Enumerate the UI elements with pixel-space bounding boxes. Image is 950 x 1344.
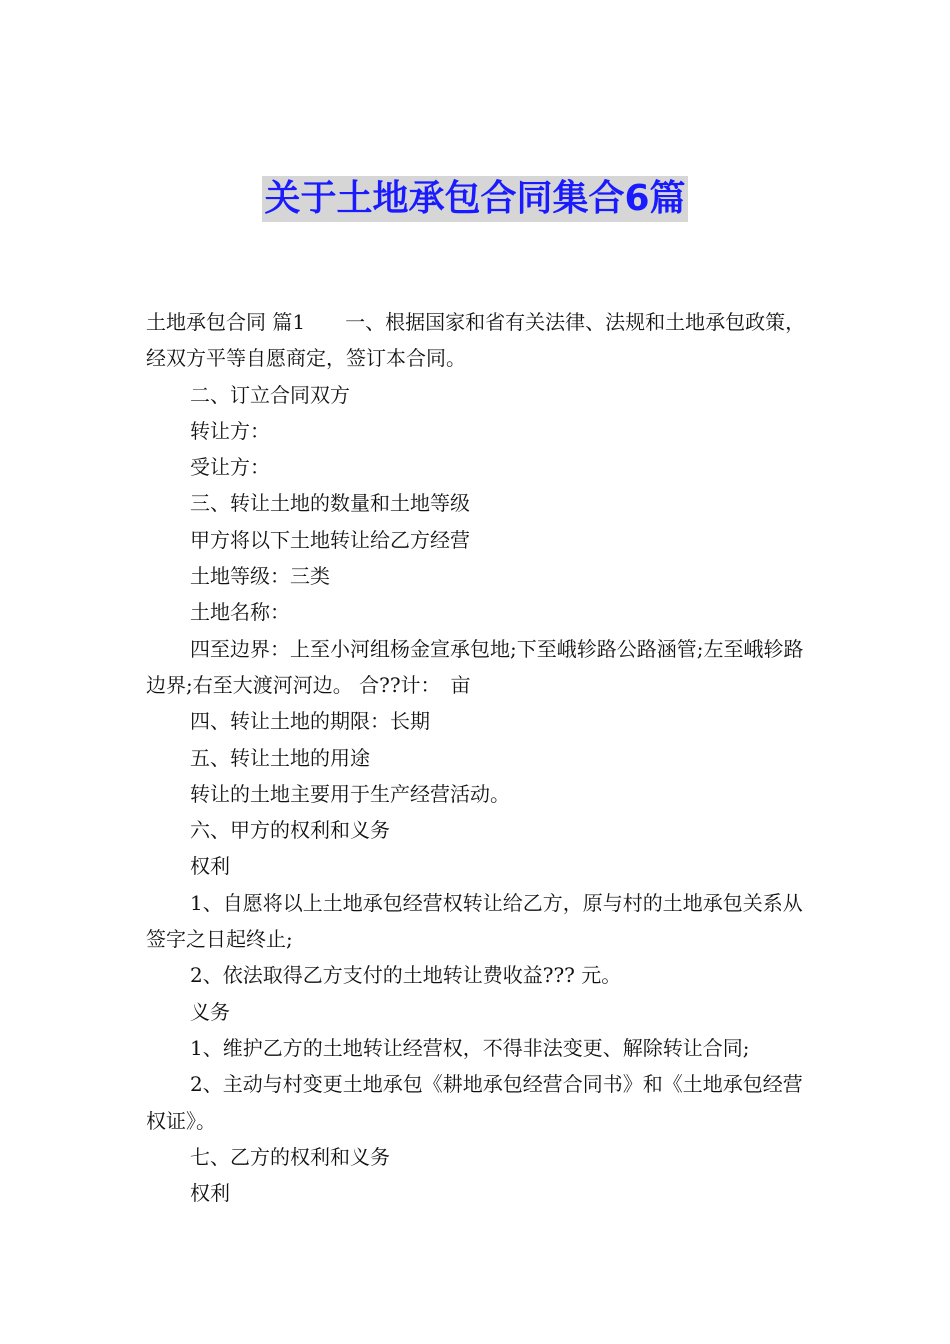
- paragraph-11: 五、转让土地的用途: [190, 745, 370, 770]
- paragraph-13: 六、甲方的权利和义务: [190, 818, 390, 843]
- paragraph-1: 土地承包合同 篇1 一、根据国家和省有关法律、法规和土地承包政策，经双方平等自愿商定，签订本合同。: [146, 310, 806, 371]
- title-wrapper: [0, 176, 950, 222]
- paragraph-10: 四、转让土地的期限：长期: [190, 709, 430, 734]
- paragraph-4: 受让方：: [190, 455, 270, 480]
- paragraph-15: 1、自愿将以上土地承包经营权转让给乙方，原与村的土地承包关系从签字之日起终止;: [146, 890, 803, 952]
- paragraph-17: 义务: [190, 999, 230, 1024]
- paragraph-21: 权利: [190, 1181, 230, 1206]
- document-body: [146, 304, 808, 1211]
- paragraph-18: 1、维护乙方的土地转让经营权，不得非法变更、解除转让合同;: [190, 1035, 750, 1060]
- paragraph-8: 土地名称：: [190, 600, 290, 625]
- paragraph-9: 四至边界：上至小河组杨金宣承包地;下至峨轸路公路涵管;左至峨轸路边界;右至大渡河河边。 合??计： 亩: [146, 636, 804, 697]
- paragraph-16: 2、依法取得乙方支付的土地转让费收益??? 元。: [190, 963, 622, 988]
- paragraph-12: 转让的土地主要用于生产经营活动。: [190, 781, 510, 806]
- document-title: 关于土地承包合同集合6篇: [262, 176, 687, 222]
- paragraph-19: 2、主动与村变更土地承包《耕地承包经营合同书》和《土地承包经营权证》。: [146, 1072, 803, 1133]
- paragraph-5: 三、转让土地的数量和土地等级: [190, 491, 470, 516]
- paragraph-20: 七、乙方的权利和义务: [190, 1144, 390, 1169]
- paragraph-7: 土地等级：三类: [190, 564, 330, 589]
- paragraph-6: 甲方将以下土地转让给乙方经营: [190, 527, 470, 552]
- paragraph-3: 转让方：: [190, 418, 270, 443]
- paragraph-14: 权利: [190, 854, 230, 879]
- paragraph-2: 二、订立合同双方: [190, 382, 350, 407]
